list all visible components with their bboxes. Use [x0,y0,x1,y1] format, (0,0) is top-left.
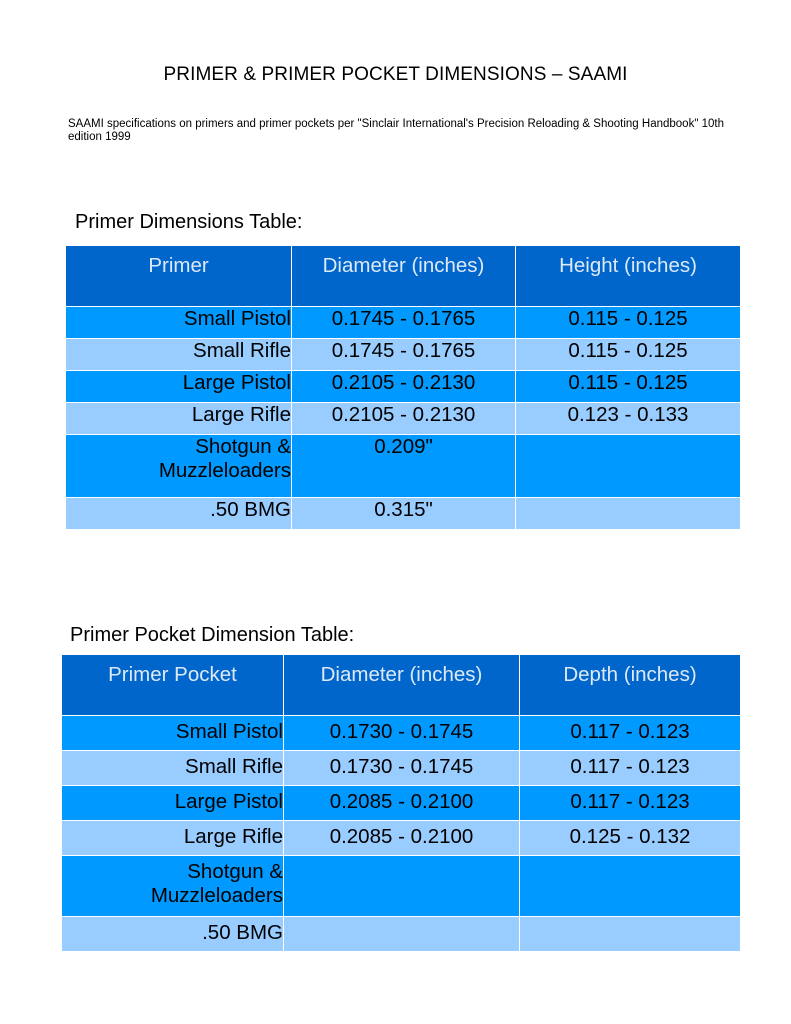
pocket-depth: 0.117 - 0.123 [520,716,741,751]
table-row [66,435,741,498]
primer-name: .50 BMG [66,498,292,530]
table-row [66,498,741,530]
column-header-primer: Primer [66,246,292,307]
primer-name-line: Shotgun & [195,435,291,458]
primer-name [66,435,292,498]
page-title: PRIMER & PRIMER POCKET DIMENSIONS – SAAMI [163,64,628,85]
primer-diameter: 0.2105 - 0.2130 [292,403,516,435]
table-row [66,307,741,339]
primer-diameter: 0.1745 - 0.1765 [292,339,516,371]
primer-diameter: 0.209" [292,435,516,498]
primer-height: 0.115 - 0.125 [516,371,741,403]
table-row [62,856,741,917]
table-row [62,751,741,786]
table-row [62,786,741,821]
pocket-name: Small Pistol [62,716,284,751]
primer-pocket-dimensions-table [61,654,741,952]
table-row [66,371,741,403]
pocket-depth: 0.117 - 0.123 [520,786,741,821]
pocket-diameter [284,917,520,952]
primer-diameter: 0.2105 - 0.2130 [292,371,516,403]
primer-dimensions-table [65,245,741,530]
pocket-depth: 0.125 - 0.132 [520,821,741,856]
table-row [62,716,741,751]
primer-height: 0.123 - 0.133 [516,403,741,435]
pocket-name-line: Shotgun & [187,860,283,883]
pocket-depth: 0.117 - 0.123 [520,751,741,786]
pocket-diameter: 0.1730 - 0.1745 [284,716,520,751]
pocket-name-line: Muzzleloaders [150,884,283,907]
primer-name: Large Pistol [66,371,292,403]
primer-diameter: 0.1745 - 0.1765 [292,307,516,339]
table-header-row [62,655,741,716]
column-header-diameter: Diameter (inches) [292,246,516,307]
primer-name-line: Muzzleloaders [158,459,291,482]
pocket-depth [520,856,741,917]
pocket-name: Large Pistol [62,786,284,821]
pocket-name: Small Rifle [62,751,284,786]
table-row [62,917,741,952]
primer-name: Small Pistol [66,307,292,339]
pocket-diameter: 0.1730 - 0.1745 [284,751,520,786]
primer-name: Small Rifle [66,339,292,371]
column-header-primer-pocket: Primer Pocket [62,655,284,716]
table-header-row [66,246,741,307]
pocket-name: Large Rifle [62,821,284,856]
pocket-diameter [284,856,520,917]
intro-text: SAAMI specifications on primers and primer pockets per "Sinclair International's Precision Reloading & Shooting Handbook" 10th edition 1999 [68,118,724,143]
pocket-depth [520,917,741,952]
primer-name: Large Rifle [66,403,292,435]
pocket-table-heading: Primer Pocket Dimension Table: [70,624,355,646]
pocket-diameter: 0.2085 - 0.2100 [284,786,520,821]
pocket-name [62,856,284,917]
primer-height [516,435,741,498]
column-header-diameter: Diameter (inches) [284,655,520,716]
pocket-diameter: 0.2085 - 0.2100 [284,821,520,856]
primer-height: 0.115 - 0.125 [516,339,741,371]
column-header-height: Height (inches) [516,246,741,307]
column-header-depth: Depth (inches) [520,655,741,716]
primer-height: 0.115 - 0.125 [516,307,741,339]
primer-table-heading: Primer Dimensions Table: [75,211,303,233]
primer-height [516,498,741,530]
primer-diameter: 0.315" [292,498,516,530]
table-row [62,821,741,856]
pocket-name: .50 BMG [62,917,284,952]
table-row [66,403,741,435]
table-row [66,339,741,371]
